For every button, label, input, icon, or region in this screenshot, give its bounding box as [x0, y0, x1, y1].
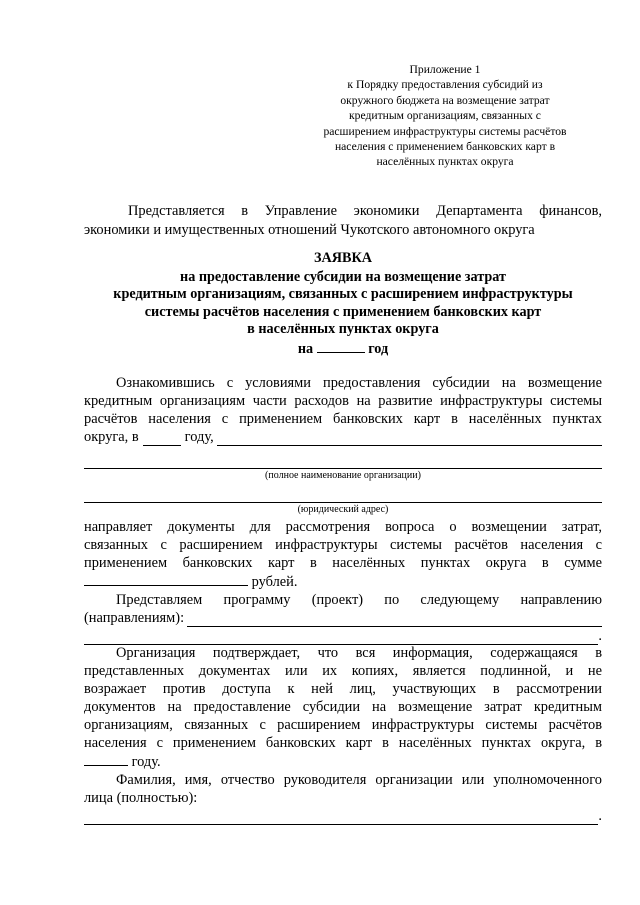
text-line: направляет документы для рассмотрения вопроса о возмещении затрат, — [84, 519, 602, 535]
text-fragment: рублей. — [251, 574, 298, 590]
text-line: связанных с расширением инфраструктуры системы расчётов населения с — [84, 537, 602, 553]
addressee-line: Представляется в Управление экономики Департамента финансов, — [128, 203, 602, 219]
text-line: Фамилия, имя, отчество руководителя организации или уполномоченного — [116, 772, 602, 788]
year-prefix: на — [297, 340, 314, 357]
text-line: документов на предоставление субсидии на возмещение затрат кредитным — [84, 699, 602, 715]
text-line: представленных документах или их копиях, является подлинной, и не — [84, 663, 602, 679]
text-line — [84, 627, 602, 645]
annex-line: Приложение 1 — [409, 63, 481, 76]
year-field[interactable] — [84, 752, 128, 766]
text-line: возражает против доступа к ней лиц, участвующих в рассмотрении — [84, 681, 602, 697]
text-line: применением банковских карт в населённых пунктах округа в сумме — [84, 555, 602, 571]
text-line — [84, 807, 602, 825]
address-field-line[interactable] — [84, 488, 602, 503]
text-line — [84, 572, 602, 591]
year-suffix: год — [368, 340, 389, 357]
text-fragment: году. — [131, 754, 161, 770]
period: . — [598, 628, 602, 644]
text-line: населения с применением банковских карт в населённых пунктах округа, в — [84, 735, 602, 751]
text-line: лица (полностью): — [84, 790, 198, 806]
annex-line: кредитным организациям, связанных с — [349, 109, 541, 123]
year-field[interactable] — [317, 339, 365, 353]
title-line: системы расчётов населения с применением банковских карт — [144, 303, 542, 320]
paragraph-documents — [84, 518, 602, 645]
annex-line: окружного бюджета на возмещение затрат — [340, 93, 550, 107]
annex-line: к Порядку предоставления субсидий из — [347, 78, 543, 92]
paragraph-acknowledgement — [84, 374, 602, 516]
text-line — [84, 752, 602, 771]
direction-field-line[interactable] — [84, 630, 598, 645]
title-line: кредитным организациям, связанных с расширением инфраструктуры — [113, 286, 573, 303]
organization-field[interactable] — [217, 431, 602, 446]
text-fragment: году, — [184, 429, 214, 445]
document-title — [84, 250, 602, 359]
annex-header — [300, 62, 590, 170]
head-name-field[interactable] — [84, 810, 598, 825]
amount-field[interactable] — [84, 572, 248, 586]
annex-line: населения с применением банковских карт в — [334, 140, 556, 154]
text-line: Ознакомившись с условиями предоставления субсидии на возмещение — [116, 375, 602, 391]
title-line: на предоставление субсидии на возмещение затрат — [180, 268, 506, 285]
text-line: Организация подтверждает, что вся информация, содержащаяся в — [116, 645, 602, 661]
title-line: в населённых пунктах округа — [247, 321, 439, 338]
text-line: расчётов населения с применением банковских карт в населённых пунктах — [84, 411, 602, 427]
annex-line: расширением инфраструктуры системы расчётов — [323, 124, 567, 138]
paragraph-confirmation — [84, 644, 602, 825]
title-year-line — [84, 339, 602, 359]
organization-field-line[interactable] — [84, 454, 602, 469]
year-field[interactable] — [143, 432, 181, 446]
address-caption: (юридический адрес) — [297, 504, 389, 515]
title-heading: ЗАЯВКА — [314, 250, 372, 266]
text-line: кредитным организациям части расходов на развитие инфраструктуры системы — [84, 393, 602, 409]
period: . — [598, 808, 602, 824]
text-line: организациям, связанных с расширением инфраструктуры системы расчётов — [84, 717, 602, 733]
text-line — [84, 428, 602, 446]
text-line — [84, 609, 602, 627]
text-fragment: (направлениям): — [84, 610, 185, 626]
text-fragment: округа, в — [84, 429, 139, 445]
annex-line: населённых пунктах округа — [376, 155, 514, 169]
addressee-line: экономики и имущественных отношений Чукотского автономного округа — [84, 222, 535, 238]
addressee-block — [84, 202, 602, 240]
organization-caption: (полное наименование организации) — [265, 470, 421, 481]
text-line: Представляем программу (проект) по следующему направлению — [116, 592, 602, 608]
direction-field[interactable] — [187, 612, 602, 627]
